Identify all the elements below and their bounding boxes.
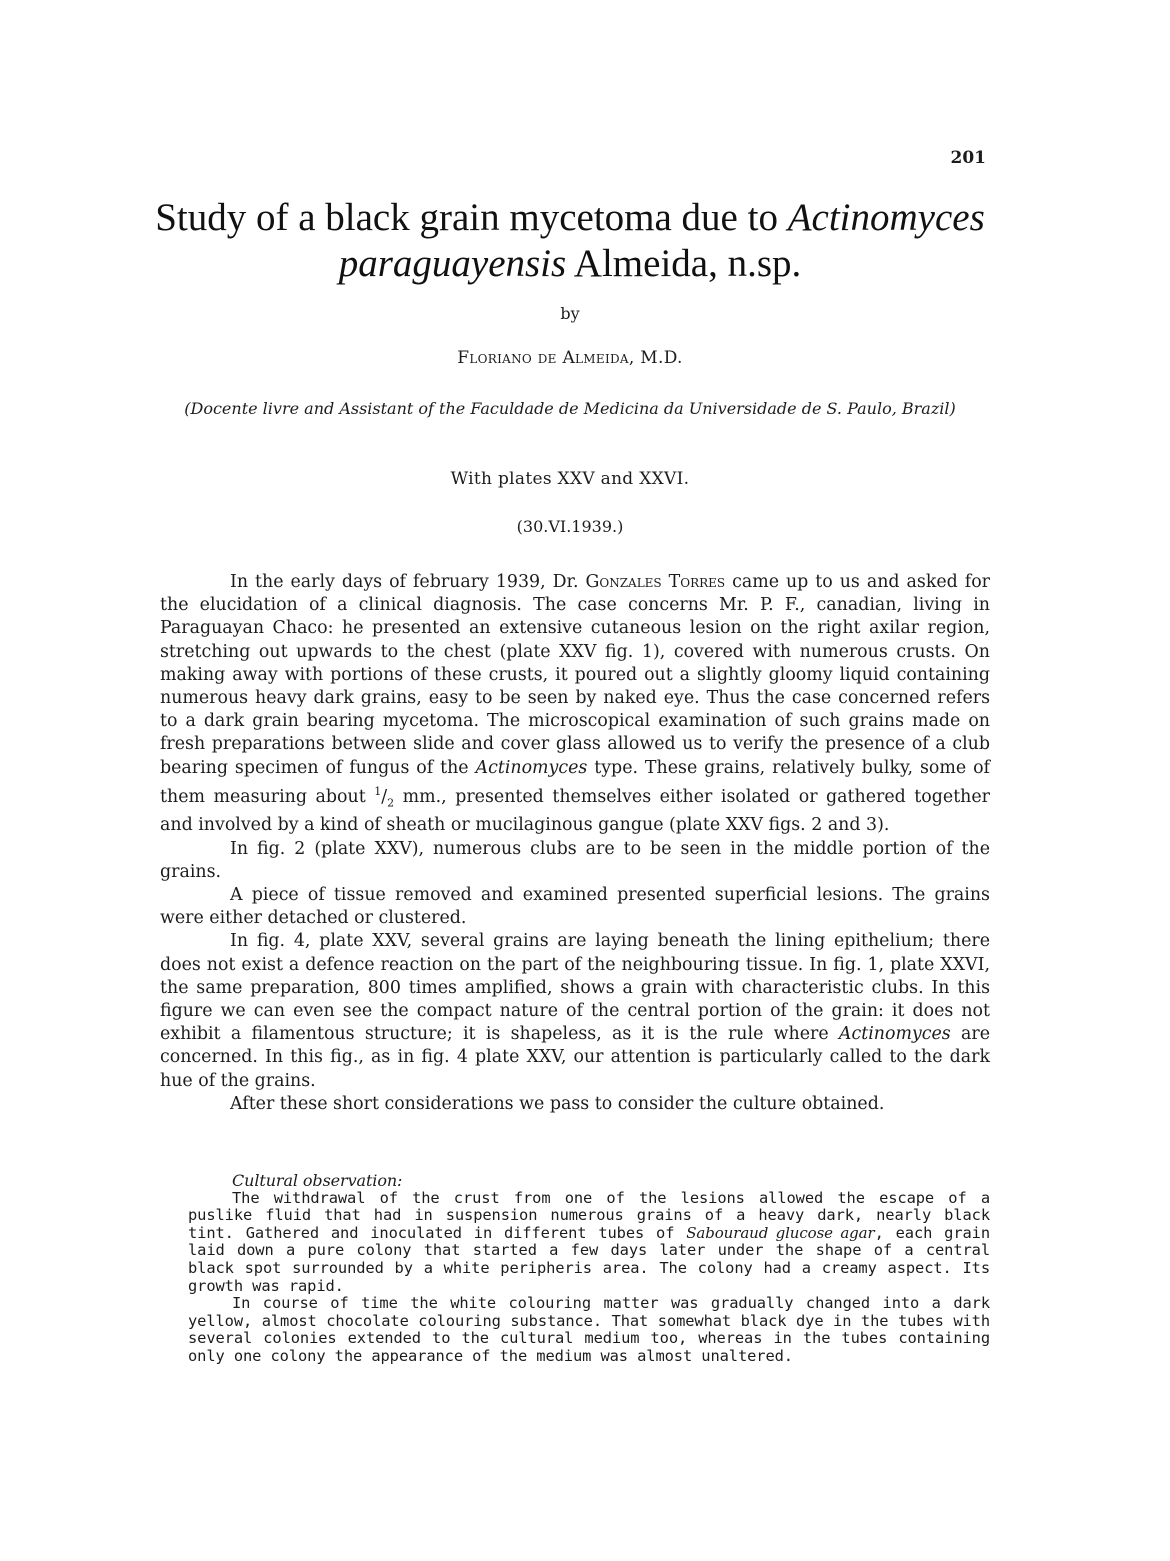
section-heading: Cultural observation: — [232, 1171, 403, 1190]
cultural-paragraph-1: The withdrawal of the crust from one of the lesions allowed the escape of a puslike fluid that had in suspension numerous grains of a heavy dark, nearly black tint. Gathered and inoculated in different tubes of Sabouraud glucose agar, each grain laid down a pure colony that started a few days later under the shape of a central black spot surrounded by a white peripheris area. The colony had a creamy aspect. Its growth was rapid. — [188, 1188, 990, 1295]
paragraph-5: After these short considerations we pass to consider the culture obtained. — [230, 1093, 885, 1114]
fraction: $^1/_2$ — [374, 784, 395, 810]
title-text-part2: Almeida, n.sp. — [566, 242, 802, 285]
author-name: Floriano de Almeida, M.D. — [457, 348, 683, 368]
paragraph-4: In fig. 4, plate XXV, several grains are laying beneath the lining epithelium; there does not exist a defence reaction on the part of the neighbouring tissue. In fig. 1, plate XXVI, the same preparation, 800 times amplified, shows a grain with characteristic clubs. In this figure we can even see the compact nature of the central portion of the grain: it does not exhibit a filamentous structure; it is shapeless, as it is the rule where Actinomyces are concerned. In this fig., as in fig. 4 plate XXV, our attention is particularly called to the dark hue of the grains. — [160, 931, 990, 1091]
title-text-part1: Study of a black grain mycetoma due to — [155, 196, 788, 239]
paragraph-3: A piece of tissue removed and examined presented superficial lesions. The grains were either detached or clustered. — [160, 884, 990, 929]
cultural-observation-section — [188, 1172, 990, 1366]
title-species: paraguayensis — [338, 242, 567, 285]
received-date: (30.VI.1939.) — [516, 517, 624, 536]
plates-note: With plates XXV and XXVI. — [450, 469, 690, 489]
by-line: by — [560, 304, 580, 323]
person-name: Gonzales Torres — [585, 572, 726, 592]
title-genus: Actinomyces — [787, 196, 985, 239]
paragraph-1: In the early days of february 1939, Dr. Gonzales Torres came up to us and asked for the elucidation of a clinical diagnosis. The case concerns Mr. P. F., canadian, living in Paraguayan Chaco: he presented an extensive cutaneous lesion on the right axilar region, stretching out upwards to the chest (plate XXV fig. 1), covered with numerous crusts. On making away with portions of these crusts, it poured out a slightly gloomy liquid containing numerous heavy dark grains, easy to be seen by naked eye. Thus the case concerned refers to a dark grain bearing mycetoma. The microscopical examination of such grains made on fresh preparations between slide and cover glass allowed us to verify the presence of a club bearing specimen of fungus of the Actinomyces type. These grains, relatively bulky, some of them measuring about $^1/_2$ mm., presented themselves either isolated or gathered together and involved by a kind of sheath or mucilaginous gangue (plate XXV figs. 2 and 3). — [160, 572, 990, 836]
genus-name: Actinomyces — [838, 1024, 951, 1045]
article-title — [140, 195, 1000, 287]
page-number: 201 — [950, 148, 986, 168]
culture-medium: Sabouraud glucose agar — [686, 1223, 875, 1242]
author-affiliation: (Docente livre and Assistant of the Faculdade de Medicina da Universidade de S. Paulo, Brazil) — [184, 399, 956, 418]
genus-name: Actinomyces — [475, 757, 588, 778]
article-body — [160, 571, 990, 1116]
cultural-paragraph-2: In course of time the white colouring matter was gradually changed into a dark yellow, almost chocolate colouring substance. That somewhat black dye in the tubes with several colonies extended to the cultural medium too, whereas in the tubes containing only one colony the appearance of the medium was almost unaltered. — [188, 1294, 990, 1365]
paragraph-2: In fig. 2 (plate XXV), numerous clubs are to be seen in the middle portion of the grains. — [160, 838, 990, 882]
